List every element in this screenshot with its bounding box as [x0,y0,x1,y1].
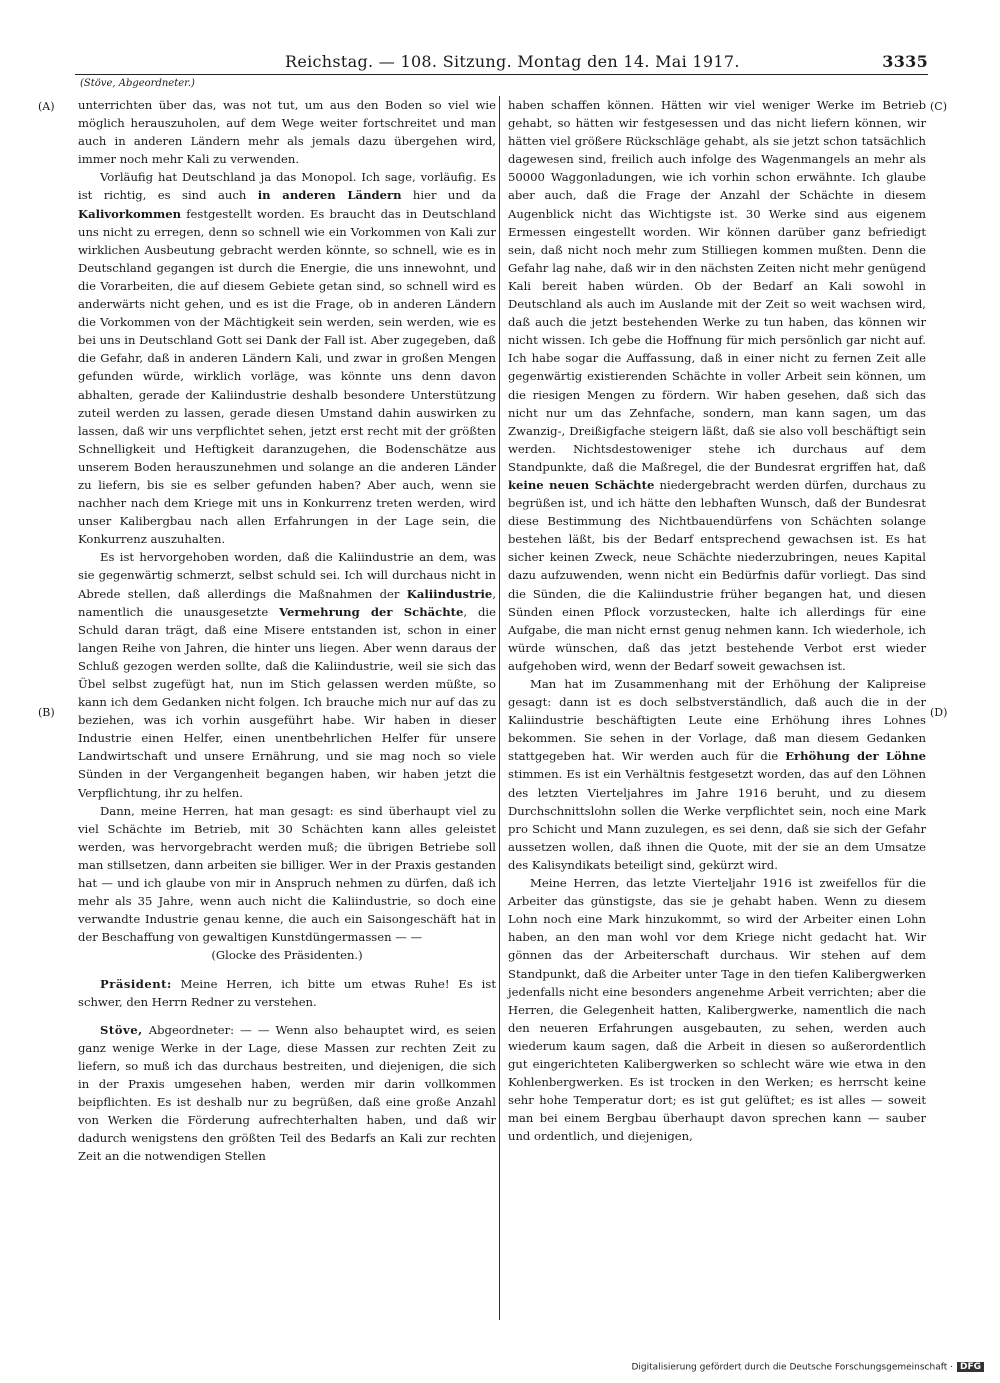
paragraph: Man hat im Zusammenhang mit der Erhöhung der Kalipreise gesagt: dann ist es doch selbstverständlich, daß auch die in der Kaliindustrie beschäftigten Leute eine Erhöhung ihres Lohnes bekommen. Sie sehen in der Vorlage, daß man diesem Gedanken stattgegeben hat. Wir werden auch für die Erhöhung der Löhne stimmen. Es ist ein Verhältnis festgesetzt worden, das auf den Löhnen des letzten Vierteljahres im Jahre 1916 beruht, und zu diesem Durchschnittslohn sollen die Werke verpflichtet sein, noch eine Mark pro Schicht und Mann zuzulegen, es sei denn, daß sie sich der Gefahr aussetzen wollen, daß ihnen die Quote, mit der sie an dem Umsatze des Kalisyndikats beteiligt sind, gekürzt wird. [508,677,926,872]
emphasis: in anderen Ländern [257,188,402,203]
left-column [78,96,496,1165]
running-title: Reichstag. — 108. Sitzung. Montag den 14. Mai 1917. [285,52,740,71]
footer-text: Digitalisierung gefördert durch die Deutsche Forschungsgemeinschaft · [631,1362,953,1373]
right-column [508,96,926,1145]
stage-direction: (Glocke des Präsidenten.) [211,948,363,963]
paragraph: Dann, meine Herren, hat man gesagt: es sind überhaupt viel zu viel Schächte im Betrieb, mit 30 Schächten kann alles geleistet werden, was hervorgebracht werden muß; die übrigen Betriebe soll man stillsetzen, dann arbeiten sie billiger. Wer in der Praxis gestanden hat — und ich glaube von mir in Anspruch nehmen zu dürfen, daß ich mehr als 35 Jahre, wenn auch nicht die Kaliindustrie, so doch eine verwandte Industrie genau kenne, die auch ein Saisongeschäft hat in der Beschaffung von gewaltigen Kunstdüngermassen — — [78,803,496,945]
speaker-heading: (Stöve, Abgeordneter.) [80,78,195,89]
margin-mark-a: (A) [38,100,55,113]
speaker-name: Präsident: [100,976,172,991]
emphasis: Vermehrung der Schächte [279,604,464,619]
digitization-footer [632,1362,985,1373]
page-header [75,50,928,75]
paragraph: Es ist hervorgehoben worden, daß die Kaliindustrie an dem, was sie gegenwärtig schmerzt, selbst schuld sei. Ich will durchaus nicht in Abrede stellen, daß allerdings die Maßnahmen der Kaliindustrie, namentlich die unausgesetzte Vermehrung der Schächte, die Schuld daran trägt, daß eine Misere entstanden ist, schon in einer langen Reihe von Jahren, die hinter uns liegen. Aber wenn daraus der Schluß gezogen werden sollte, daß die Kaliindustrie, weil sie sich das Übel selbst zugefügt hat, nun im Stich gelassen werden müßte, so kann ich dem Gedanken nicht folgen. Ich brauche mich nur auf das zu beziehen, was ich vorhin ausgeführt habe. Wir haben in dieser Industrie einen Helfer, einen unentbehrlichen Helfer für unsere Landwirtschaft und unsere Ernährung, und sie mag noch so viele Sünden in der Vergangenheit begangen haben, wir haben jetzt die Verpflichtung, ihr zu helfen. [78,550,496,800]
paragraph: Vorläufig hat Deutschland ja das Monopol. Ich sage, vorläufig. Es ist richtig, es sind auch in anderen Ländern hier und da Kalivorkommen festgestellt worden. Es braucht das in Deutschland uns nicht zu erregen, denn so schnell wie ein Vorkommen von Kali zur wirklichen Ausbeutung gebracht werden könnte, so schnell, wie es in Deutschland gegangen ist durch die Energie, die uns innewohnt, und die Vorarbeiten, die auf diesem Gebiete getan sind, so schnell wird es anderwärts nicht gehen, und es ist die Frage, ob in anderen Ländern die Vorkommen von der Mächtigkeit sein werden, sein werden, wie es bei uns in Deutschland Gott sei Dank der Fall ist. Aber zugegeben, daß die Gefahr, daß in anderen Ländern Kali, und zwar in großen Mengen gefunden würde, wirklich vorläge, was könnte uns denn davon abhalten, gerade der Kaliindustrie deshalb besondere Unterstützung zuteil werden zu lassen, gerade diesen Umstand dahin auswirken zu lassen, daß wir uns verpflichtet sehen, jetzt erst recht mit der größten Schnelligkeit und Heftigkeit daranzugehen, die Bodenschätze aus unserem Boden herauszunehmen und solange an die anderen Länder zu liefern, bis sie es selber gefunden haben? Aber auch, wenn sie nachher nach dem Kriege mit uns in Konkurrenz treten werden, wird unser Kalibergbau nach allen Erfahrungen in der Lage sein, die Konkurrenz auszuhalten. [78,170,497,547]
stove-speech: Stöve, Abgeordneter: — — Wenn also behauptet wird, es seien ganz wenige Werke in der Lage, diese Massen zur rechten Zeit zu liefern, so muß ich das durchaus bestreiten, und diejenigen, die sich in der Praxis umgesehen haben, werden mir darin vollkommen beipflichten. Es ist deshalb nur zu begrüßen, daß eine große Anzahl von Werken die Förderung aufrechterhalten haben, und daß wir dadurch wenigstens den größten Teil des Bedarfs an Kali zur rechten Zeit an die notwendigen Stellen [78,1022,496,1164]
emphasis: keine neuen Schächte [508,477,655,492]
margin-mark-c: (C) [930,100,947,113]
emphasis: Kaliindustrie [406,586,493,601]
emphasis: Kalivorkommen [78,206,182,221]
margin-mark-b: (B) [38,706,55,719]
column-divider [499,96,500,1320]
dfg-logo: DFG [957,1362,984,1372]
paragraph: haben schaffen können. Hätten wir viel weniger Werke im Betrieb gehabt, so hätten wir festgesessen und das nicht liefern können, wir hätten viel größere Rückschläge gehabt, als sie jetzt schon tatsächlich dagewesen sind, freilich auch infolge des Wagenmangels an mehr als 50000 Waggonladungen, wie ich vorhin schon erwähnte. Ich glaube aber auch, daß die Frage der Anzahl der Schächte in diesem Augenblick nicht das Wichtigste ist. 30 Werke sind aus eigenem Ermessen eingestellt worden. Wir können darüber ganz befriedigt sein, daß nicht noch mehr zum Stilliegen kommen mußten. Denn die Gefahr lag nahe, daß wir in den nächsten Zeiten nicht mehr genügend Kali bereit haben würden. Ob der Bedarf an Kali sowohl in Deutschland als auch im Auslande mit der Zeit so weit wachsen wird, daß auch die jetzt bestehenden Werke zu tun haben, das können wir nicht wissen. Ich gebe die Hoffnung für mich persönlich gar nicht auf. Ich habe sogar die Auffassung, daß in einer nicht zu fernen Zeit alle gegenwärtig existierenden Schächte in voller Arbeit sein können, um die riesigen Mengen zu fördern. Wir haben gesehen, daß sich das nicht nur um das Zehnfache, sondern, man kann sagen, um das Zwanzig-, Dreißigfache steigern läßt, daß sie also voll beschäftigt sein werden. Nichtsdestoweniger stehe ich durchaus auf dem Standpunkte, daß die Maßregel, die der Bundesrat ergriffen hat, daß keine neuen Schächte niedergebracht werden dürfen, durchaus zu begrüßen ist, und ich hätte den lebhaften Wunsch, daß der Bundesrat diese Bestimmung des Nichtbauendürfens von Schächten solange bestehen läßt, bis der Bedarf entsprechend gewachsen ist. Es hat sicher keinen Zweck, neue Schächte niederzubringen, neues Kapital dazu aufzuwenden, wenn nicht ein Bedürfnis dafür vorliegt. Das sind die Sünden, die die Kaliindustrie früher begangen hat, und diesen Sünden einen Pflock vorzustecken, halte ich allerdings für eine Aufgabe, die man nicht ernst genug nehmen kann. Ich wiederhole, ich würde wünschen, daß das jetzt bestehende Verbot erst wieder aufgehoben wird, wenn der Bedarf soweit gewachsen ist. [508,98,926,673]
emphasis: Erhöhung der Löhne [785,749,926,764]
president-speech: Präsident: Meine Herren, ich bitte um etwas Ruhe! Es ist schwer, den Herrn Redner zu verstehen. [78,976,496,1009]
paragraph: Meine Herren, das letzte Vierteljahr 1916 ist zweifellos für die Arbeiter das günstigste, das sie je gehabt haben. Wenn zu diesem Lohn noch eine Mark hinzukommt, so wird der Arbeiter einen Lohn haben, an den man wohl vor dem Kriege nicht gedacht hat. Wir gönnen das der Arbeiterschaft durchaus. Wir stehen auf dem Standpunkt, daß die Arbeiter unter Tage in den tiefen Kalibergwerken jedenfalls nicht eine besonders angenehme Arbeit verrichten; aber die Herren, die Gelegenheit hatten, Kalibergwerke, namentlich die nach den neueren Erfahrungen ausgebauten, zu sehen, werden auch wiederum kaum sagen, daß die Arbeit in diesen so außerordentlich gut eingerichteten Kalibergwerken so schlecht wäre wie etwa in den Kohlenbergwerken. Es ist trocken in den Werken; es herrscht keine sehr hohe Temperatur dort; es ist gut gelüftet; es ist alles — soweit man bei einem Bergbau überhaupt davon sprechen kann — sauber und ordentlich, und diejenigen, [508,876,926,1144]
margin-mark-d: (D) [930,706,948,719]
paragraph: unterrichten über das, was not tut, um aus den Boden so viel wie möglich herauszuholen, auf dem Wege weiter fortschreitet und man auch in anderen Ländern mehr als jemals dazu übergehen wird, immer noch mehr Kali zu verwenden. [78,98,496,167]
page-number: 3335 [882,52,928,71]
speaker-name: Stöve, [100,1022,143,1037]
